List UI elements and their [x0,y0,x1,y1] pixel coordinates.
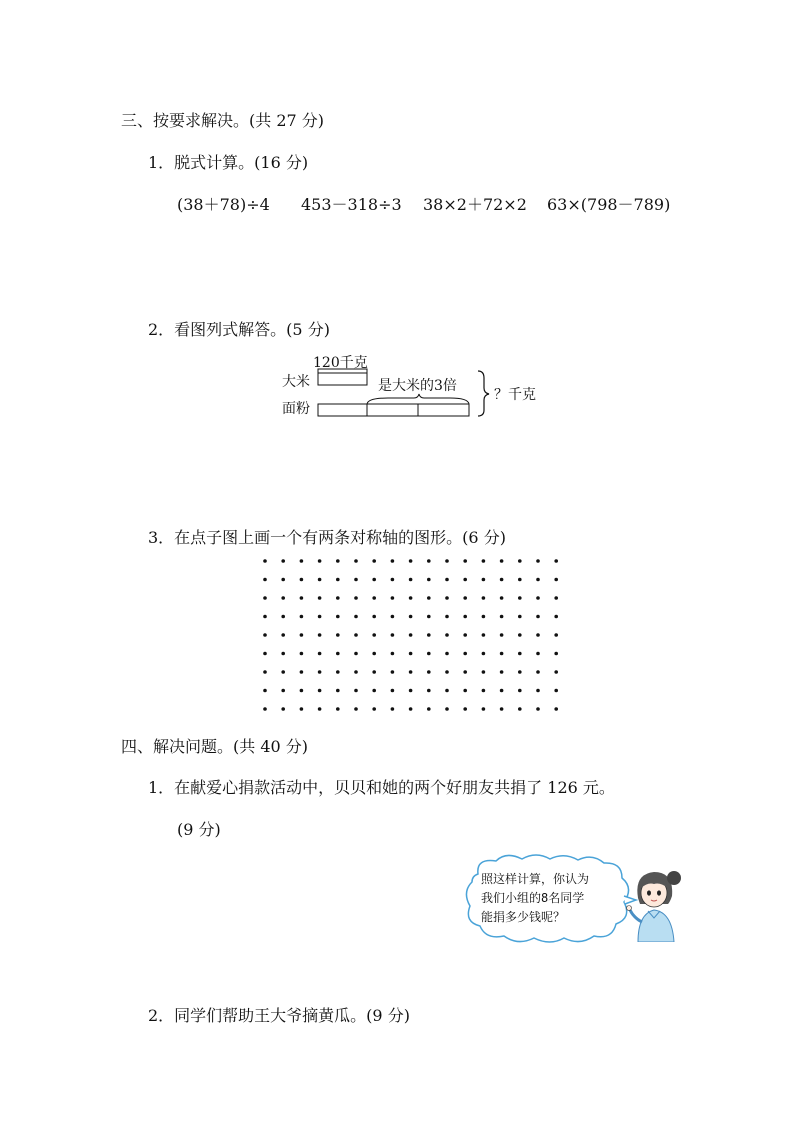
grid-dot [318,615,322,619]
grid-dot [536,707,540,711]
dot-grid[interactable] [255,553,567,721]
flour-label: 面粉 [282,401,310,417]
grid-dot [372,596,376,600]
section-4-title: 四、解决问题。(共 40 分) [121,737,309,756]
grid-dot [409,633,413,637]
rice-value-label: 120千克 [313,355,368,371]
grid-dot [518,596,522,600]
grid-dot [354,596,358,600]
grid-dot [391,652,395,656]
grid-dot [536,559,540,563]
grid-dot [427,596,431,600]
problem-1-points: (9 分) [177,820,221,839]
grid-dot [300,578,304,582]
grid-dot [500,559,504,563]
grid-dot [427,578,431,582]
grid-dot [463,559,467,563]
grid-dot [500,707,504,711]
grid-dot [536,689,540,693]
grid-dot [500,633,504,637]
grid-dot [500,689,504,693]
grid-dot [281,615,285,619]
grid-dot [263,615,267,619]
grid-dot [482,578,486,582]
question-mark-label: ？千克 [494,387,536,403]
grid-dot [463,670,467,674]
grid-dot [391,707,395,711]
grid-dot [336,652,340,656]
grid-dot [354,559,358,563]
expression-3: 38×2＋72×2 [423,195,527,214]
grid-dot [500,652,504,656]
grid-dot [554,596,558,600]
grid-dot [445,578,449,582]
grid-dot [354,689,358,693]
grid-dot [536,633,540,637]
grid-dot [318,633,322,637]
grid-dot [354,707,358,711]
grid-dot [518,578,522,582]
grid-dot [427,615,431,619]
grid-dot [500,615,504,619]
expression-2: 453－318÷3 [301,195,402,214]
grid-dot [391,578,395,582]
grid-dot [263,652,267,656]
arm-icon [630,910,642,922]
grid-dot [318,596,322,600]
grid-dot [372,615,376,619]
bubble-line-3: 能捐多少钱呢？ [481,910,566,924]
grid-dot [409,615,413,619]
grid-dot [536,578,540,582]
grid-dot [482,670,486,674]
grid-dot [409,670,413,674]
grid-dot [300,559,304,563]
grid-dot [463,689,467,693]
grid-dot [536,670,540,674]
grid-dot [391,615,395,619]
expression-1: (38＋78)÷4 [177,195,270,214]
problem-1-label: 1．在献爱心捐款活动中，贝贝和她的两个好朋友共捐了 126 元。 [148,778,615,797]
shirt-icon [638,910,674,942]
grid-dot [263,707,267,711]
grid-dot [281,633,285,637]
bubble-text [481,870,589,927]
grid-dot [318,559,322,563]
grid-dot [263,578,267,582]
problem-2-label: 2．同学们帮助王大爷摘黄瓜。(9 分) [148,1006,410,1025]
grid-dot [354,633,358,637]
grid-dot [463,596,467,600]
grid-dot [318,652,322,656]
grid-dot [391,596,395,600]
right-curly-brace [478,371,489,416]
grid-dot [391,633,395,637]
grid-dot [318,707,322,711]
grid-dot [518,652,522,656]
grid-dot [554,615,558,619]
grid-dot [500,578,504,582]
grid-dot [518,689,522,693]
grid-dot [300,633,304,637]
grid-dot [536,652,540,656]
grid-dot [336,578,340,582]
grid-dot [372,578,376,582]
left-eye-icon [647,890,651,895]
grid-dot [372,689,376,693]
grid-dot [536,615,540,619]
grid-dot [336,670,340,674]
expression-4: 63×(798－789) [547,195,671,214]
grid-dot [263,689,267,693]
grid-dot [372,707,376,711]
grid-dot [445,707,449,711]
grid-dot [354,578,358,582]
question-1-label: 1．脱式计算。(16 分) [148,153,309,172]
grid-dot [554,670,558,674]
grid-dot [482,652,486,656]
grid-dot [554,689,558,693]
grid-dot [409,707,413,711]
grid-dot [482,633,486,637]
relation-label: 是大米的3倍 [378,378,457,394]
grid-dot [445,633,449,637]
rice-bar [318,373,367,385]
section-3-title: 三、按要求解决。(共 27 分) [121,111,325,130]
grid-dot [354,652,358,656]
grid-dot [354,615,358,619]
grid-dot [354,670,358,674]
grid-dot [372,559,376,563]
grid-dot [463,652,467,656]
grid-dot [445,559,449,563]
grid-dot [300,596,304,600]
grid-dot [518,707,522,711]
grid-dot [281,578,285,582]
grid-dot [300,670,304,674]
question-3-label: 3．在点子图上画一个有两条对称轴的图形。(6 分) [148,528,506,547]
grid-dot [518,615,522,619]
grid-dot [336,633,340,637]
grid-dot [463,615,467,619]
grid-dot [281,596,285,600]
grid-dot [336,559,340,563]
grid-dot [300,707,304,711]
flour-upper-brace [367,394,469,404]
grid-dot [318,578,322,582]
grid-dot [500,596,504,600]
question-2-label: 2．看图列式解答。(5 分) [148,320,330,339]
grid-dot [300,652,304,656]
grid-dot [409,652,413,656]
grid-dot [482,707,486,711]
grid-dot [263,596,267,600]
grid-dot [427,559,431,563]
grid-dot [281,670,285,674]
grid-dot [336,707,340,711]
grid-dot [518,670,522,674]
grid-dot [318,689,322,693]
grid-dot [482,615,486,619]
grid-dot [427,707,431,711]
grid-dot [500,670,504,674]
hand-icon [627,906,632,911]
grid-dot [281,707,285,711]
grid-dot [263,633,267,637]
grid-dot [445,596,449,600]
grid-dot [518,559,522,563]
grid-dot [482,596,486,600]
right-eye-icon [657,890,661,895]
grid-dot [263,670,267,674]
rice-label: 大米 [282,374,310,390]
grid-dot [281,652,285,656]
line-segment-diagram [270,348,560,423]
grid-dot [463,633,467,637]
grid-dot [409,596,413,600]
grid-dot [281,559,285,563]
grid-dot [409,689,413,693]
grid-dot [427,652,431,656]
grid-dot [409,578,413,582]
grid-dot [427,689,431,693]
grid-dot [463,707,467,711]
grid-dot [336,615,340,619]
grid-dot [554,707,558,711]
grid-dot [554,578,558,582]
grid-dot [300,689,304,693]
hair-bun-icon [667,871,681,885]
grid-dot [300,615,304,619]
grid-dot [391,559,395,563]
grid-dot [372,652,376,656]
grid-dot [427,670,431,674]
grid-dot [318,670,322,674]
grid-dot [445,615,449,619]
grid-dot [518,633,522,637]
bubble-line-1: 照这样计算，你认为 [481,872,590,886]
flour-bar [318,404,469,416]
grid-dot [445,652,449,656]
grid-dot [372,670,376,674]
grid-dot [391,689,395,693]
grid-dot [463,578,467,582]
grid-dot [445,670,449,674]
bubble-line-2: 我们小组的8名同学 [481,891,585,905]
grid-dot [445,689,449,693]
grid-dot [263,559,267,563]
grid-dot [336,689,340,693]
grid-dot [391,670,395,674]
grid-dot [536,596,540,600]
grid-dot [482,559,486,563]
grid-dot [554,652,558,656]
grid-dot [372,633,376,637]
grid-dot [482,689,486,693]
grid-dot [409,559,413,563]
grid-dot [427,633,431,637]
grid-dot [554,559,558,563]
grid-dot [554,633,558,637]
grid-dot [336,596,340,600]
girl-illustration [624,866,688,942]
grid-dot [281,689,285,693]
